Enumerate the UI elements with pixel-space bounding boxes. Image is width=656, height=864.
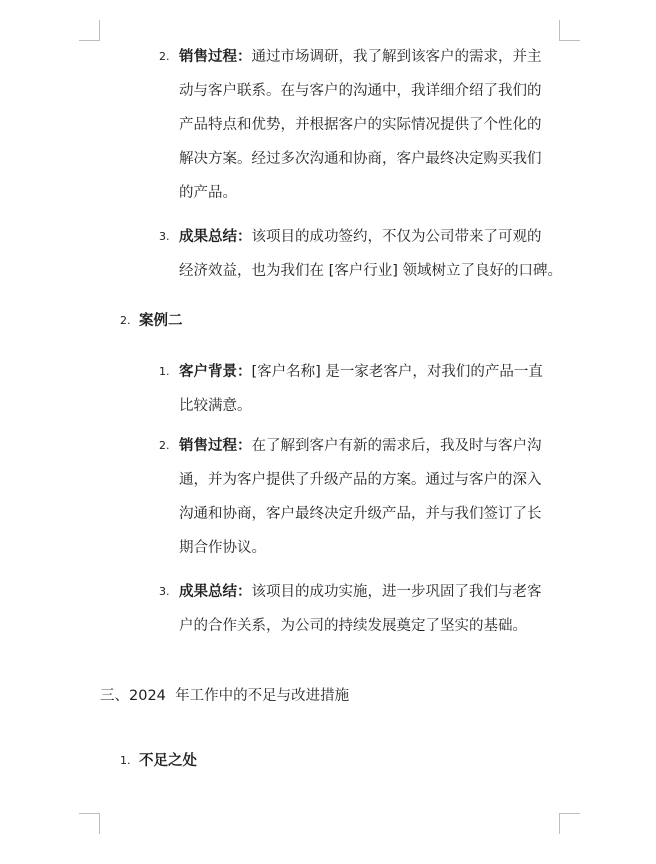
item-text: 沟通和协商，客户最终决定升级产品，并与我们签订了长 [179, 506, 542, 522]
list-number: 2. [159, 50, 170, 63]
item-text: 该项目的成功实施，进一步巩固了我们与老客 [251, 584, 542, 600]
item-text: 该项目的成功签约，不仅为公司带来了可观的 [251, 229, 542, 245]
item-text: 的产品。 [179, 185, 237, 201]
section-heading: 三、2024 年工作中的不足与改进措施 [100, 688, 350, 704]
item-text: 户的合作关系，为公司的持续发展奠定了坚实的基础。 [179, 618, 527, 634]
list-number: 3. [159, 230, 170, 243]
page-corner-mark-bottom-left [79, 813, 100, 834]
list-number: 1. [159, 365, 170, 378]
list-item-line [179, 429, 542, 463]
list-item-line [179, 40, 542, 74]
item-label: 销售过程： [179, 49, 252, 65]
list-item-line [179, 575, 542, 609]
case-title: 案例二 [139, 313, 183, 329]
item-label: 成果总结： [179, 584, 252, 600]
item-text: 比较满意。 [179, 398, 252, 414]
item-text: 通过市场调研，我了解到该客户的需求，并主 [251, 49, 542, 65]
item-text: 解决方案。经过多次沟通和协商，客户最终决定购买我们 [179, 151, 542, 167]
list-number: 2. [159, 439, 170, 452]
item-label: 客户背景： [179, 364, 252, 380]
item-text: 产品特点和优势，并根据客户的实际情况提供了个性化的 [179, 117, 542, 133]
page-corner-mark-top-right [559, 20, 580, 41]
list-number: 3. [159, 585, 170, 598]
list-number: 2. [120, 314, 131, 327]
item-label: 销售过程： [179, 438, 252, 454]
item-label: 成果总结： [179, 229, 252, 245]
page-corner-mark-bottom-right [559, 813, 580, 834]
item-text: 在了解到客户有新的需求后，我及时与客户沟 [251, 438, 542, 454]
item-text: 期合作协议。 [179, 540, 266, 556]
list-item-line [179, 220, 542, 254]
list-number: 1. [120, 754, 131, 767]
item-text: 通，并为客户提供了升级产品的方案。通过与客户的深入 [179, 472, 542, 488]
subsection-title: 不足之处 [139, 753, 197, 769]
page-corner-mark-top-left [79, 20, 100, 41]
list-item-line [179, 355, 543, 389]
item-text: [客户名称] 是一家老客户，对我们的产品一直 [251, 364, 543, 380]
item-text: 经济效益，也为我们在 [客户行业] 领域树立了良好的口碑。 [179, 263, 563, 279]
item-text: 动与客户联系。在与客户的沟通中，我详细介绍了我们的 [179, 83, 542, 99]
